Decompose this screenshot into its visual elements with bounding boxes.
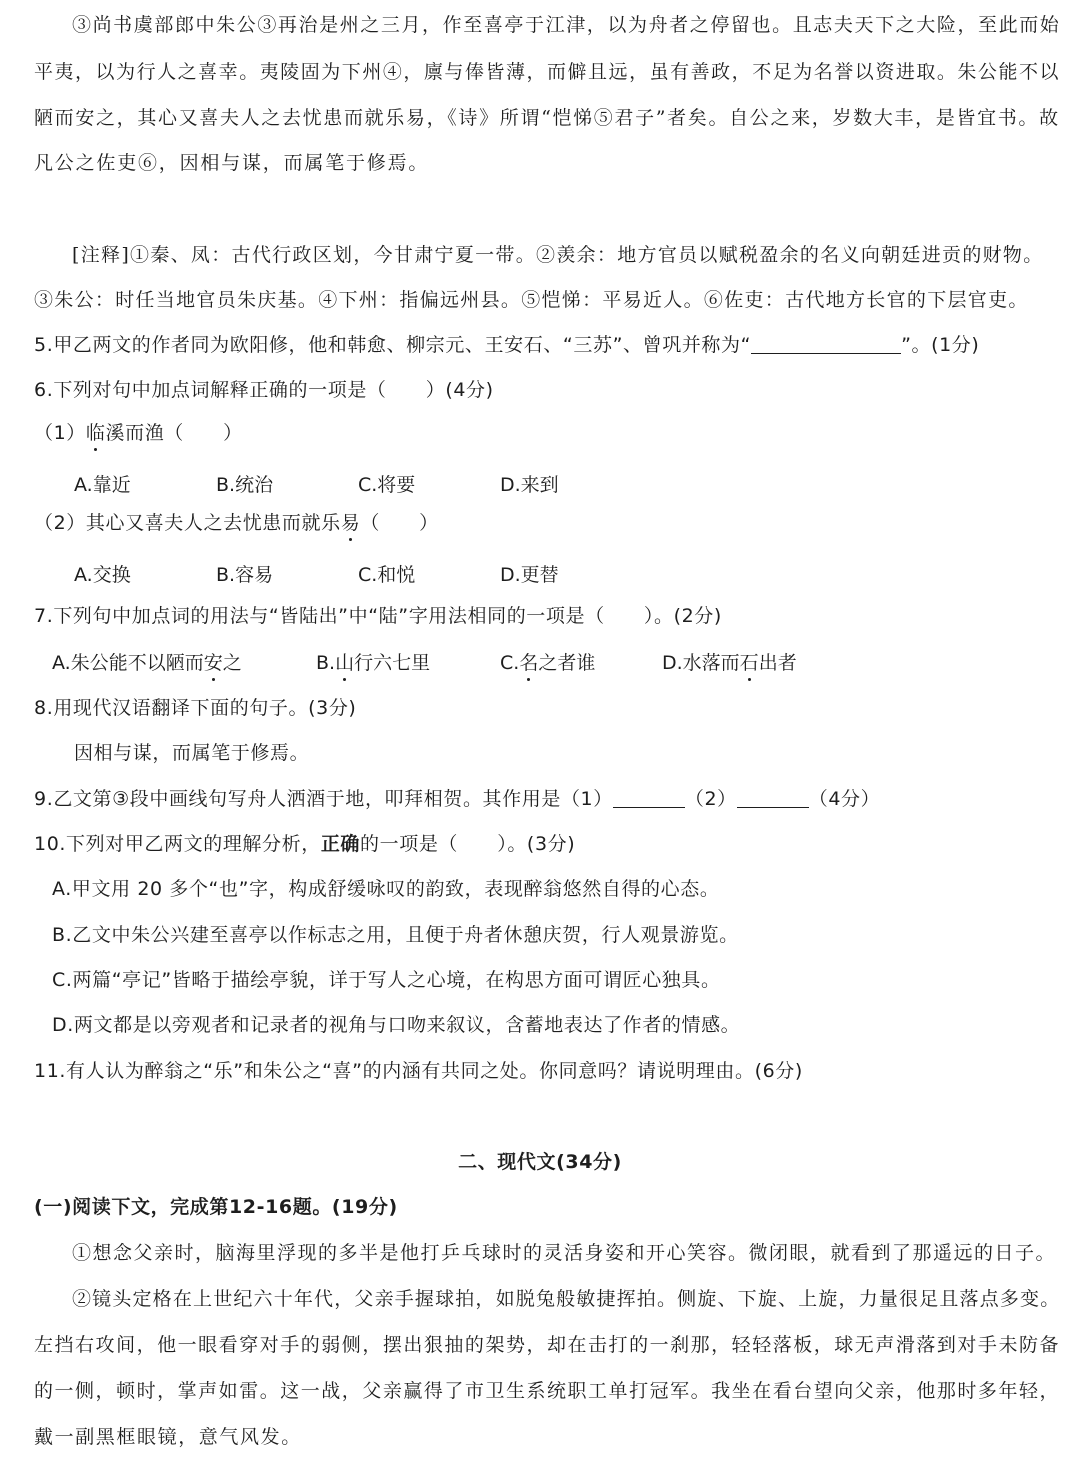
question-7-stem: 7.下列句中加点词的用法与“皆陆出”中“陆”字用法相同的一项是（ ）。(2分) [34,605,722,627]
question-score: （4分） [808,788,881,810]
question-8-stem: 8.用现代汉语翻译下面的句子。(3分) [34,697,357,719]
answer-blank[interactable] [613,788,685,808]
option-text: C. [500,652,520,674]
option-b[interactable]: B.乙文中朱公兴建至喜亭以作标志之用，且便于舟者休憩庆贺，行人观景游览。 [52,924,739,946]
option-text: 出者 [758,652,797,674]
answer-blank[interactable] [751,334,901,354]
passage-line: ②镜头定格在上世纪六十年代，父亲手握球拍，如脱兔般敏捷挥拍。侧旋、下旋、上旋，力量很足且落点多变。 [72,1288,1061,1310]
dotted-word: 名 [519,648,538,675]
question-score: ”。(1分) [901,334,980,356]
dotted-word: 石 [740,648,759,675]
option-text: 之 [222,652,242,674]
option-d[interactable]: D.两文都是以旁观者和记录者的视角与口吻来叙议，含蓄地表达了作者的情感。 [52,1014,741,1036]
passage-line: 戴一副黑框眼镜，意气风发。 [34,1426,302,1448]
sub-text: （ ） [360,512,439,534]
section-subtitle: (一)阅读下文，完成第12-16题。(19分) [34,1196,398,1218]
passage-line: 平夷，以为行人之喜幸。夷陵固为下州④，廪与俸皆薄，而僻且远，虽有善政，不足为名誉以资进取。朱公能不以 [34,61,1061,83]
option-text: A.朱公能不以陋而 [52,652,204,674]
annotation-line: ③朱公：时任当地官员朱庆基。④下州：指偏远州县。⑤恺悌：平易近人。⑥佐吏：古代地方长官的下层官吏。 [34,289,1029,311]
option-b[interactable] [316,648,430,675]
option-text: 行六七里 [354,652,431,674]
option-b[interactable]: B.容易 [216,564,274,586]
option-c[interactable]: C.两篇“亭记”皆略于描绘亭貌，详于写人之心境，在构思方面可谓匠心独具。 [52,969,721,991]
passage-line: 陋而安之，其心又喜夫人之去忧患而就乐易，《诗》所谓“恺悌⑤君子”者矣。自公之来，岁数大丰，是皆宜书。故 [34,107,1060,129]
emphasis-text: 正确 [320,833,361,855]
answer-blank[interactable] [737,788,809,808]
question-11: 11.有人认为醉翁之“乐”和朱公之“喜”的内涵有共同之处。你同意吗？请说明理由。(6分) [34,1060,803,1082]
option-b[interactable]: B.统治 [216,474,274,496]
option-d[interactable]: D.更替 [500,564,559,586]
sub-text: （2）其心又喜夫人之去忧患而就乐 [34,512,341,534]
blank-number: （2） [684,788,737,810]
sub-text: 溪而渔（ ） [105,422,243,444]
option-d[interactable]: D.来到 [500,474,559,496]
option-text: 之者谁 [538,652,596,674]
sub-number: （1） [34,422,86,444]
option-c[interactable]: C.和悦 [358,564,416,586]
option-c[interactable]: C.将要 [358,474,416,496]
question-text: 9.乙文第③段中画线句写舟人洒酒于地，叩拜相贺。其作用是（1） [34,788,613,810]
passage-line: 的一侧，顿时，掌声如雷。这一战，父亲赢得了市卫生系统职工单打冠军。我坐在看台望向父亲，他那时多年轻， [34,1380,1061,1402]
question-text: 5.甲乙两文的作者同为欧阳修，他和韩愈、柳宗元、王安石、“三苏”、曾巩并称为“ [34,334,752,356]
question-6-sub-2 [34,512,439,535]
option-a[interactable] [52,648,242,675]
option-d[interactable] [662,648,797,675]
question-text: 的一项是（ ）。(3分) [360,833,576,855]
passage-line: 左挡右攻间，他一眼看穿对手的弱侧，摆出狠抽的架势，却在击打的一刹那，轻轻落板，球无声滑落到对手未防备 [34,1334,1061,1356]
question-10-stem [34,833,575,856]
option-a[interactable]: A.靠近 [74,474,131,496]
annotation-line: [注释]①秦、凤：古代行政区划，今甘肃宁夏一带。②羡余：地方官员以赋税盈余的名义向朝廷进贡的财物。 [72,244,1044,266]
option-c[interactable] [500,648,595,675]
translation-sentence: 因相与谋，而属笔于修焉。 [74,742,310,764]
question-9 [34,788,880,811]
question-6-sub-1 [34,422,243,445]
question-text: 10.下列对甲乙两文的理解分析， [34,833,321,855]
section-title: 二、现代文(34分) [458,1151,622,1173]
dotted-word: 山 [335,648,354,675]
passage-line: ③尚书虞部郎中朱公③再治是州之三月，作至喜亭于江津，以为舟者之停留也。且志夫天下之大险，至此而始 [72,14,1061,36]
question-6-stem: 6.下列对句中加点词解释正确的一项是（ ）(4分) [34,379,494,401]
option-text: D.水落而 [662,652,740,674]
question-5 [34,334,979,357]
passage-line: 凡公之佐吏⑥，因相与谋，而属笔于修焉。 [34,152,430,174]
option-a[interactable]: A.交换 [74,564,131,586]
dotted-word: 临 [85,422,106,444]
dotted-word: 易 [340,512,361,534]
passage-line: ①想念父亲时，脑海里浮现的多半是他打乒乓球时的灵活身姿和开心笑容。微闭眼，就看到了那遥远的日子。 [72,1242,1057,1264]
option-a[interactable]: A.甲文用 20 多个“也”字，构成舒缓咏叹的韵致，表现醉翁悠然自得的心态。 [52,878,720,900]
option-text: B. [316,652,336,674]
dotted-word: 安 [204,648,223,675]
